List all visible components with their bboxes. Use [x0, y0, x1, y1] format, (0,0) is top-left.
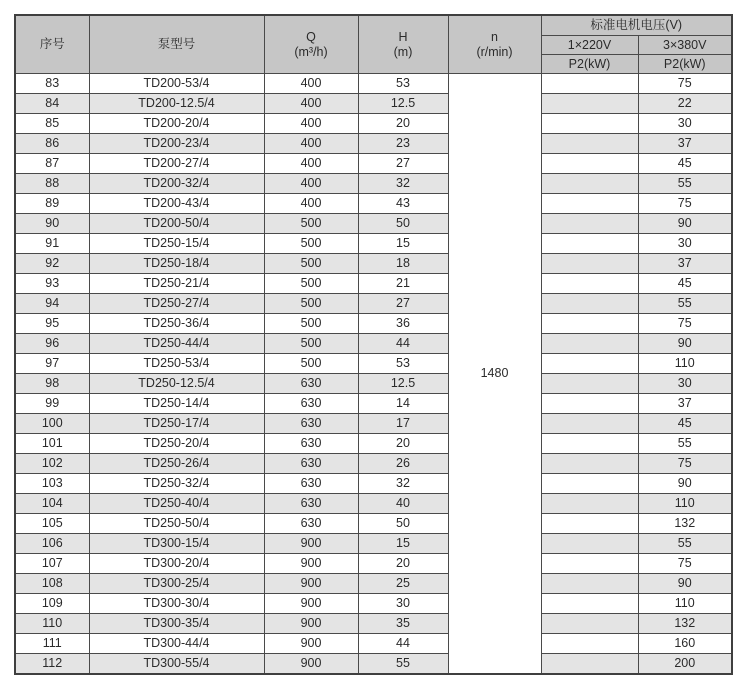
catalog-page — [14, 14, 733, 675]
cell-model: TD200-20/4 — [89, 114, 264, 134]
cell-serial: 92 — [15, 254, 89, 274]
cell-h: 53 — [358, 354, 448, 374]
cell-serial: 97 — [15, 354, 89, 374]
cell-q: 900 — [264, 634, 358, 654]
cell-q: 630 — [264, 494, 358, 514]
header-row-1 — [15, 15, 732, 36]
cell-p2-220 — [541, 114, 638, 134]
cell-p2-380: 45 — [638, 414, 732, 434]
cell-h: 12.5 — [358, 94, 448, 114]
cell-h: 50 — [358, 214, 448, 234]
cell-p2-220 — [541, 434, 638, 454]
cell-model: TD250-44/4 — [89, 334, 264, 354]
table-row — [15, 414, 732, 434]
cell-serial: 103 — [15, 474, 89, 494]
cell-q: 500 — [264, 294, 358, 314]
cell-serial: 109 — [15, 594, 89, 614]
cell-p2-380: 22 — [638, 94, 732, 114]
cell-model: TD250-27/4 — [89, 294, 264, 314]
cell-p2-380: 37 — [638, 394, 732, 414]
cell-q: 900 — [264, 614, 358, 634]
cell-q: 500 — [264, 254, 358, 274]
header-h-unit: (m) — [393, 44, 413, 59]
cell-model: TD300-25/4 — [89, 574, 264, 594]
cell-p2-220 — [541, 454, 638, 474]
cell-p2-380: 55 — [638, 534, 732, 554]
cell-p2-220 — [541, 634, 638, 654]
table-row — [15, 74, 732, 94]
cell-p2-220 — [541, 334, 638, 354]
cell-model: TD200-53/4 — [89, 74, 264, 94]
cell-model: TD300-20/4 — [89, 554, 264, 574]
cell-p2-380: 37 — [638, 254, 732, 274]
cell-serial: 102 — [15, 454, 89, 474]
header-h-symbol: H — [398, 29, 408, 44]
cell-h: 30 — [358, 594, 448, 614]
cell-p2-380: 55 — [638, 294, 732, 314]
cell-h: 32 — [358, 474, 448, 494]
cell-model: TD250-20/4 — [89, 434, 264, 454]
cell-p2-220 — [541, 274, 638, 294]
header-q-unit: (m³/h) — [294, 44, 328, 59]
cell-q: 630 — [264, 414, 358, 434]
table-row — [15, 534, 732, 554]
cell-p2-220 — [541, 574, 638, 594]
cell-p2-380: 75 — [638, 454, 732, 474]
cell-p2-380: 75 — [638, 554, 732, 574]
cell-p2-380: 90 — [638, 214, 732, 234]
cell-p2-380: 110 — [638, 494, 732, 514]
cell-q: 400 — [264, 194, 358, 214]
table-row — [15, 514, 732, 534]
table-row — [15, 294, 732, 314]
table-row — [15, 454, 732, 474]
cell-serial: 104 — [15, 494, 89, 514]
cell-h: 44 — [358, 334, 448, 354]
cell-q: 500 — [264, 354, 358, 374]
cell-h: 53 — [358, 74, 448, 94]
cell-p2-380: 90 — [638, 474, 732, 494]
cell-model: TD250-26/4 — [89, 454, 264, 474]
cell-serial: 93 — [15, 274, 89, 294]
cell-model: TD250-40/4 — [89, 494, 264, 514]
cell-q: 900 — [264, 654, 358, 675]
header-voltage-220: 1×220V — [541, 36, 638, 55]
cell-q: 900 — [264, 554, 358, 574]
table-row — [15, 214, 732, 234]
header-serial: 序号 — [15, 15, 89, 74]
cell-p2-380: 132 — [638, 614, 732, 634]
cell-q: 630 — [264, 394, 358, 414]
cell-serial: 90 — [15, 214, 89, 234]
cell-model: TD300-55/4 — [89, 654, 264, 675]
cell-serial: 112 — [15, 654, 89, 675]
cell-q: 630 — [264, 434, 358, 454]
cell-p2-220 — [541, 214, 638, 234]
cell-model: TD200-50/4 — [89, 214, 264, 234]
table-row — [15, 114, 732, 134]
table-row — [15, 174, 732, 194]
cell-q: 400 — [264, 74, 358, 94]
cell-p2-220 — [541, 654, 638, 675]
cell-h: 15 — [358, 534, 448, 554]
table-row — [15, 374, 732, 394]
table-row — [15, 474, 732, 494]
cell-serial: 98 — [15, 374, 89, 394]
cell-model: TD300-35/4 — [89, 614, 264, 634]
cell-p2-220 — [541, 614, 638, 634]
cell-serial: 84 — [15, 94, 89, 114]
cell-h: 17 — [358, 414, 448, 434]
cell-q: 400 — [264, 154, 358, 174]
cell-p2-220 — [541, 494, 638, 514]
cell-model: TD200-12.5/4 — [89, 94, 264, 114]
cell-q: 500 — [264, 234, 358, 254]
table-row — [15, 634, 732, 654]
table-row — [15, 334, 732, 354]
cell-h: 32 — [358, 174, 448, 194]
cell-p2-380: 200 — [638, 654, 732, 675]
cell-p2-380: 45 — [638, 154, 732, 174]
cell-h: 43 — [358, 194, 448, 214]
cell-serial: 87 — [15, 154, 89, 174]
cell-p2-220 — [541, 534, 638, 554]
header-voltage-group: 标准电机电压(V) — [541, 15, 732, 36]
table-row — [15, 254, 732, 274]
table-row — [15, 614, 732, 634]
cell-p2-220 — [541, 374, 638, 394]
header-n — [448, 15, 541, 74]
cell-serial: 83 — [15, 74, 89, 94]
cell-serial: 110 — [15, 614, 89, 634]
cell-p2-220 — [541, 174, 638, 194]
header-n-symbol: n — [491, 29, 498, 44]
cell-p2-220 — [541, 254, 638, 274]
cell-p2-380: 37 — [638, 134, 732, 154]
cell-p2-380: 30 — [638, 234, 732, 254]
cell-p2-380: 30 — [638, 374, 732, 394]
cell-serial: 89 — [15, 194, 89, 214]
cell-h: 15 — [358, 234, 448, 254]
cell-serial: 101 — [15, 434, 89, 454]
cell-h: 20 — [358, 434, 448, 454]
cell-p2-380: 90 — [638, 334, 732, 354]
cell-q: 630 — [264, 514, 358, 534]
header-n-unit: (r/min) — [476, 44, 513, 59]
cell-h: 35 — [358, 614, 448, 634]
cell-p2-220 — [541, 554, 638, 574]
cell-p2-220 — [541, 94, 638, 114]
table-row — [15, 594, 732, 614]
cell-p2-380: 75 — [638, 194, 732, 214]
table-header — [15, 15, 732, 74]
cell-p2-220 — [541, 394, 638, 414]
cell-q: 400 — [264, 174, 358, 194]
table-row — [15, 574, 732, 594]
cell-h: 27 — [358, 294, 448, 314]
cell-serial: 108 — [15, 574, 89, 594]
table-row — [15, 94, 732, 114]
cell-p2-220 — [541, 514, 638, 534]
cell-q: 400 — [264, 94, 358, 114]
table-row — [15, 654, 732, 675]
cell-q: 900 — [264, 534, 358, 554]
cell-p2-380: 132 — [638, 514, 732, 534]
cell-serial: 107 — [15, 554, 89, 574]
cell-h: 20 — [358, 554, 448, 574]
cell-p2-380: 110 — [638, 594, 732, 614]
cell-q: 630 — [264, 374, 358, 394]
cell-h: 14 — [358, 394, 448, 414]
cell-h: 50 — [358, 514, 448, 534]
cell-q: 630 — [264, 454, 358, 474]
cell-model: TD250-36/4 — [89, 314, 264, 334]
cell-model: TD200-27/4 — [89, 154, 264, 174]
cell-h: 36 — [358, 314, 448, 334]
cell-model: TD250-18/4 — [89, 254, 264, 274]
cell-p2-220 — [541, 74, 638, 94]
cell-serial: 95 — [15, 314, 89, 334]
cell-serial: 99 — [15, 394, 89, 414]
table-row — [15, 354, 732, 374]
cell-model: TD250-50/4 — [89, 514, 264, 534]
cell-serial: 85 — [15, 114, 89, 134]
cell-p2-220 — [541, 414, 638, 434]
cell-model: TD250-14/4 — [89, 394, 264, 414]
cell-model: TD200-32/4 — [89, 174, 264, 194]
cell-q: 500 — [264, 334, 358, 354]
table-row — [15, 154, 732, 174]
table-row — [15, 434, 732, 454]
cell-q: 630 — [264, 474, 358, 494]
table-row — [15, 494, 732, 514]
cell-p2-380: 75 — [638, 74, 732, 94]
header-q-symbol: Q — [306, 29, 316, 44]
cell-p2-380: 55 — [638, 174, 732, 194]
cell-q: 500 — [264, 214, 358, 234]
cell-q: 900 — [264, 594, 358, 614]
header-p2-220: P2(kW) — [541, 55, 638, 74]
table-row — [15, 314, 732, 334]
cell-model: TD250-21/4 — [89, 274, 264, 294]
cell-p2-380: 90 — [638, 574, 732, 594]
cell-p2-380: 30 — [638, 114, 732, 134]
cell-h: 21 — [358, 274, 448, 294]
cell-h: 12.5 — [358, 374, 448, 394]
cell-h: 23 — [358, 134, 448, 154]
table-row — [15, 394, 732, 414]
cell-model: TD200-43/4 — [89, 194, 264, 214]
cell-p2-380: 45 — [638, 274, 732, 294]
table-row — [15, 134, 732, 154]
cell-serial: 86 — [15, 134, 89, 154]
cell-h: 55 — [358, 654, 448, 675]
cell-p2-220 — [541, 594, 638, 614]
cell-q: 900 — [264, 574, 358, 594]
cell-model: TD250-53/4 — [89, 354, 264, 374]
header-p2-380: P2(kW) — [638, 55, 732, 74]
cell-p2-220 — [541, 314, 638, 334]
cell-model: TD250-17/4 — [89, 414, 264, 434]
cell-model: TD300-30/4 — [89, 594, 264, 614]
cell-p2-380: 55 — [638, 434, 732, 454]
cell-model: TD250-15/4 — [89, 234, 264, 254]
cell-serial: 111 — [15, 634, 89, 654]
cell-n-merged: 1480 — [448, 74, 541, 675]
table-row — [15, 234, 732, 254]
table-row — [15, 194, 732, 214]
cell-serial: 100 — [15, 414, 89, 434]
cell-p2-220 — [541, 474, 638, 494]
cell-h: 25 — [358, 574, 448, 594]
table-body — [15, 74, 732, 675]
pump-spec-table — [14, 14, 733, 675]
table-row — [15, 274, 732, 294]
cell-p2-220 — [541, 134, 638, 154]
cell-serial: 106 — [15, 534, 89, 554]
table-row — [15, 554, 732, 574]
cell-model: TD300-15/4 — [89, 534, 264, 554]
cell-q: 400 — [264, 134, 358, 154]
cell-serial: 96 — [15, 334, 89, 354]
cell-serial: 94 — [15, 294, 89, 314]
cell-p2-220 — [541, 354, 638, 374]
cell-p2-380: 110 — [638, 354, 732, 374]
cell-q: 500 — [264, 274, 358, 294]
cell-model: TD250-12.5/4 — [89, 374, 264, 394]
cell-model: TD300-44/4 — [89, 634, 264, 654]
cell-q: 400 — [264, 114, 358, 134]
cell-p2-220 — [541, 234, 638, 254]
header-q — [264, 15, 358, 74]
cell-serial: 91 — [15, 234, 89, 254]
cell-p2-220 — [541, 294, 638, 314]
cell-model: TD250-32/4 — [89, 474, 264, 494]
cell-p2-220 — [541, 154, 638, 174]
header-h — [358, 15, 448, 74]
cell-h: 27 — [358, 154, 448, 174]
header-voltage-380: 3×380V — [638, 36, 732, 55]
cell-h: 20 — [358, 114, 448, 134]
cell-serial: 88 — [15, 174, 89, 194]
cell-h: 44 — [358, 634, 448, 654]
cell-p2-380: 75 — [638, 314, 732, 334]
cell-q: 500 — [264, 314, 358, 334]
cell-p2-220 — [541, 194, 638, 214]
cell-serial: 105 — [15, 514, 89, 534]
cell-model: TD200-23/4 — [89, 134, 264, 154]
cell-h: 18 — [358, 254, 448, 274]
cell-h: 26 — [358, 454, 448, 474]
cell-h: 40 — [358, 494, 448, 514]
cell-p2-380: 160 — [638, 634, 732, 654]
header-model: 泵型号 — [89, 15, 264, 74]
